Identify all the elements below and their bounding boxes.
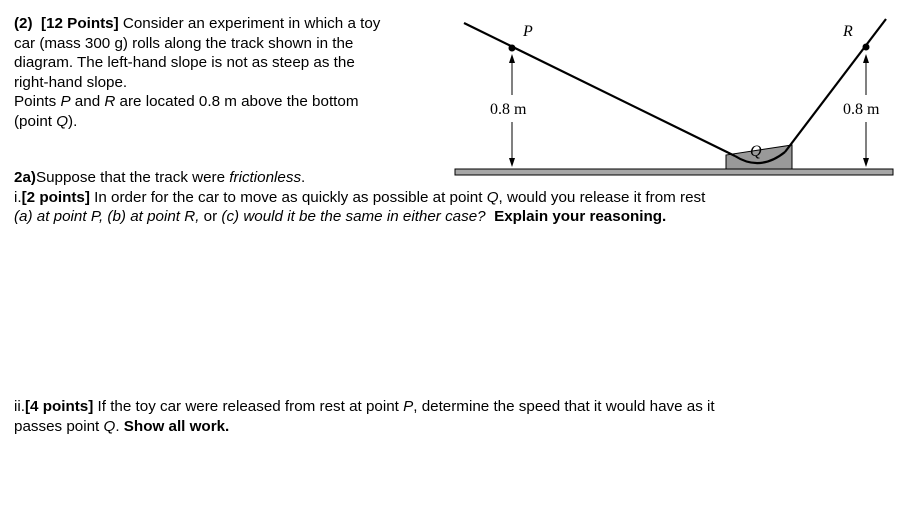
question-2a-ii xyxy=(14,397,874,436)
right-slope xyxy=(785,19,886,152)
q2a-line-2: i.[2 points] In order for the car to move as quickly as possible at point Q, would you release it from rest xyxy=(14,188,706,206)
label-r: R xyxy=(843,23,853,40)
point-p-dot xyxy=(509,45,516,52)
intro-line-6: (point Q). xyxy=(14,112,78,130)
height-label-right: 0.8 m xyxy=(843,101,880,118)
point-r-dot xyxy=(863,44,870,51)
label-p: P xyxy=(523,23,533,40)
height-label-left: 0.8 m xyxy=(490,101,527,118)
intro-line-3: diagram. The left-hand slope is not as steep as the xyxy=(14,54,355,71)
q2aii-line-2: passes point Q. Show all work. xyxy=(14,417,230,435)
question-2a xyxy=(14,168,874,227)
intro-line-2: car (mass 300 g) rolls along the track shown in the xyxy=(14,34,354,52)
intro-line-4: right-hand slope. xyxy=(14,73,128,91)
label-q: Q xyxy=(750,143,762,160)
q2a-line-3: (a) at point P, (b) at point R, or (c) would it be the same in either case? Explain your reasoning. xyxy=(14,208,667,225)
problem-points: [12 Points] xyxy=(41,15,119,32)
q2a-line-1: 2a)Suppose that the track were frictionless. xyxy=(14,169,306,186)
q2aii-line-1: ii.[4 points] If the toy car were released from rest at point P, determine the speed that it would have as it xyxy=(14,398,715,415)
problem-number: (2) xyxy=(14,15,33,32)
left-slope xyxy=(464,23,735,156)
intro-line-5: Points P and R are located 0.8 m above the bottom xyxy=(14,93,359,110)
intro-text-1: Consider an experiment in which a toy xyxy=(122,15,381,32)
